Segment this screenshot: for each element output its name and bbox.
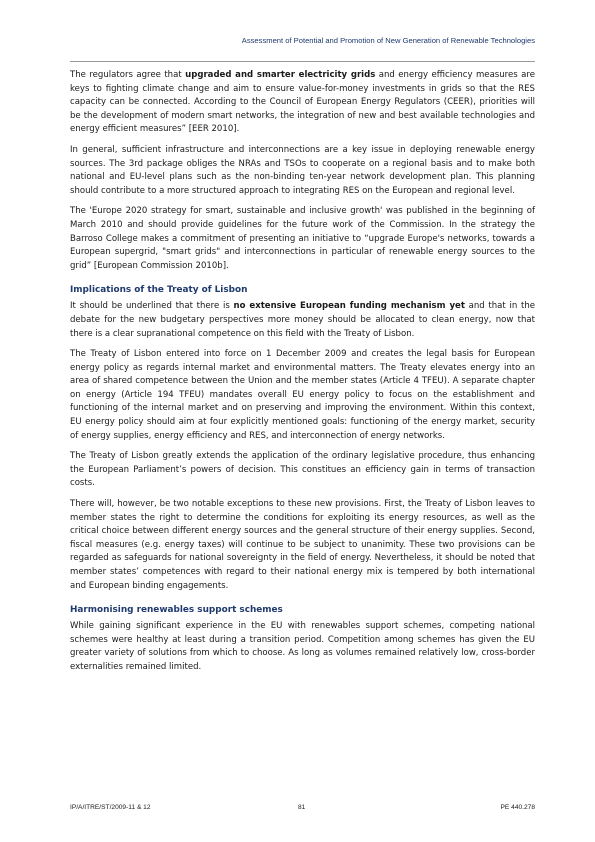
paragraph-legislative-procedure: The Treaty of Lisbon greatly extends the application of the ordinary legislative procedure, thus enhancing the European Parliament’s powers of decision. This constitues an efficiency gain in terms of transaction costs. [70, 451, 535, 489]
emphasis-text: upgraded and smarter electricity grids [185, 70, 376, 80]
paragraph-infrastructure: In general, sufficient infrastructure and interconnections are a key issue in deploying renewable energy sources. The 3rd package obliges the NRAs and TSOs to cooperate on a regional basis and to make both national and EU-level plans such as the non-binding ten-year network development plan. This planning should contribute to a more structured approach to integrating RES on the European and regional level. [70, 144, 535, 196]
paragraph-exceptions: There will, however, be two notable exceptions to these new provisions. First, the Treaty of Lisbon leaves to member states the right to determine the conditions for exploiting its energy resources, as well as the critical choice between different energy sources and the general structure of their energy supplies. Second, fiscal measures (e.g. energy taxes) will continue to be subject to unanimity. These two provisions can be regarded as safeguards for national sovereignty in the field of energy. Nevertheless, it should be noted that member states’ competences with regard to their national energy mix is tempered by both international and European binding engagements. [70, 499, 535, 591]
paragraph-funding [70, 300, 535, 341]
text-run: It should be underlined that there is [70, 301, 234, 312]
text-run: and that in the debate for the new budgetary perspectives more money should be allocated to clean energy, now that there is a clear supranational competence on this field with the Treaty of Lisbon. [70, 301, 535, 339]
page-body [70, 69, 535, 682]
page-number: 81 [298, 804, 306, 811]
paragraph-support-schemes: While gaining significant experience in the EU with renewables support schemes, competing national schemes were healthy at least during a transition period. Competition among schemes has given the EU greater variety of solutions from which to choose. As long as volumes remained relatively low, cross-border externalities remained limited. [70, 621, 535, 672]
paragraph-smart-grids [70, 69, 535, 137]
paragraph-treaty-legal-basis: The Treaty of Lisbon entered into force on 1 December 2009 and creates the legal basis for European energy policy as regards internal market and environmental matters. The Treaty elevates energy into an area of shared competence between the Union and the member states (Article 4 TFEU). A separate chapter on energy (Article 194 TFEU) mandates overall EU energy policy to focus on the establishment and functioning of the internal market and on preserving and improving the environment. Within this context, EU energy policy should aim at four explicitly mentioned goals: functioning of the energy market, security of energy supplies, energy efficiency and RES, and interconnection of energy networks. [70, 349, 535, 441]
emphasis-text: no extensive European funding mechanism yet [233, 301, 465, 312]
text-run: and energy efficiency measures are keys to fighting climate change and aim to ensure value-for-money investments in grids so that the RES capacity can be connected. According to the Council of European Energy Regulators (CEER), priorities will be the development of modern smart networks, the integration of new and best available technologies and energy efficient measures” [EER 2010]. [70, 70, 535, 135]
text-run: The regulators agree that [70, 70, 186, 80]
document-reference: IP/A/ITRE/ST/2009-11 & 12 [70, 804, 151, 811]
section-heading-lisbon: Implications of the Treaty of Lisbon [70, 285, 248, 296]
paragraph-europe-2020: The 'Europe 2020 strategy for smart, sustainable and inclusive growth' was published in the beginning of March 2010 and should provide guidelines for the future work of the Commission. In the strategy the Barroso College makes a commitment of presenting an initiative to “upgrade Europe's networks, towards a European supergrid, "smart grids" and interconnections in particular of renewable energy sources to the grid” [European Commission 2010b]. [70, 206, 535, 271]
pe-number: PE 440.278 [500, 804, 535, 811]
running-header: Assessment of Potential and Promotion of New Generation of Renewable Technologies [241, 36, 535, 45]
section-heading-harmonising: Harmonising renewables support schemes [70, 605, 283, 616]
header-divider [70, 61, 535, 62]
